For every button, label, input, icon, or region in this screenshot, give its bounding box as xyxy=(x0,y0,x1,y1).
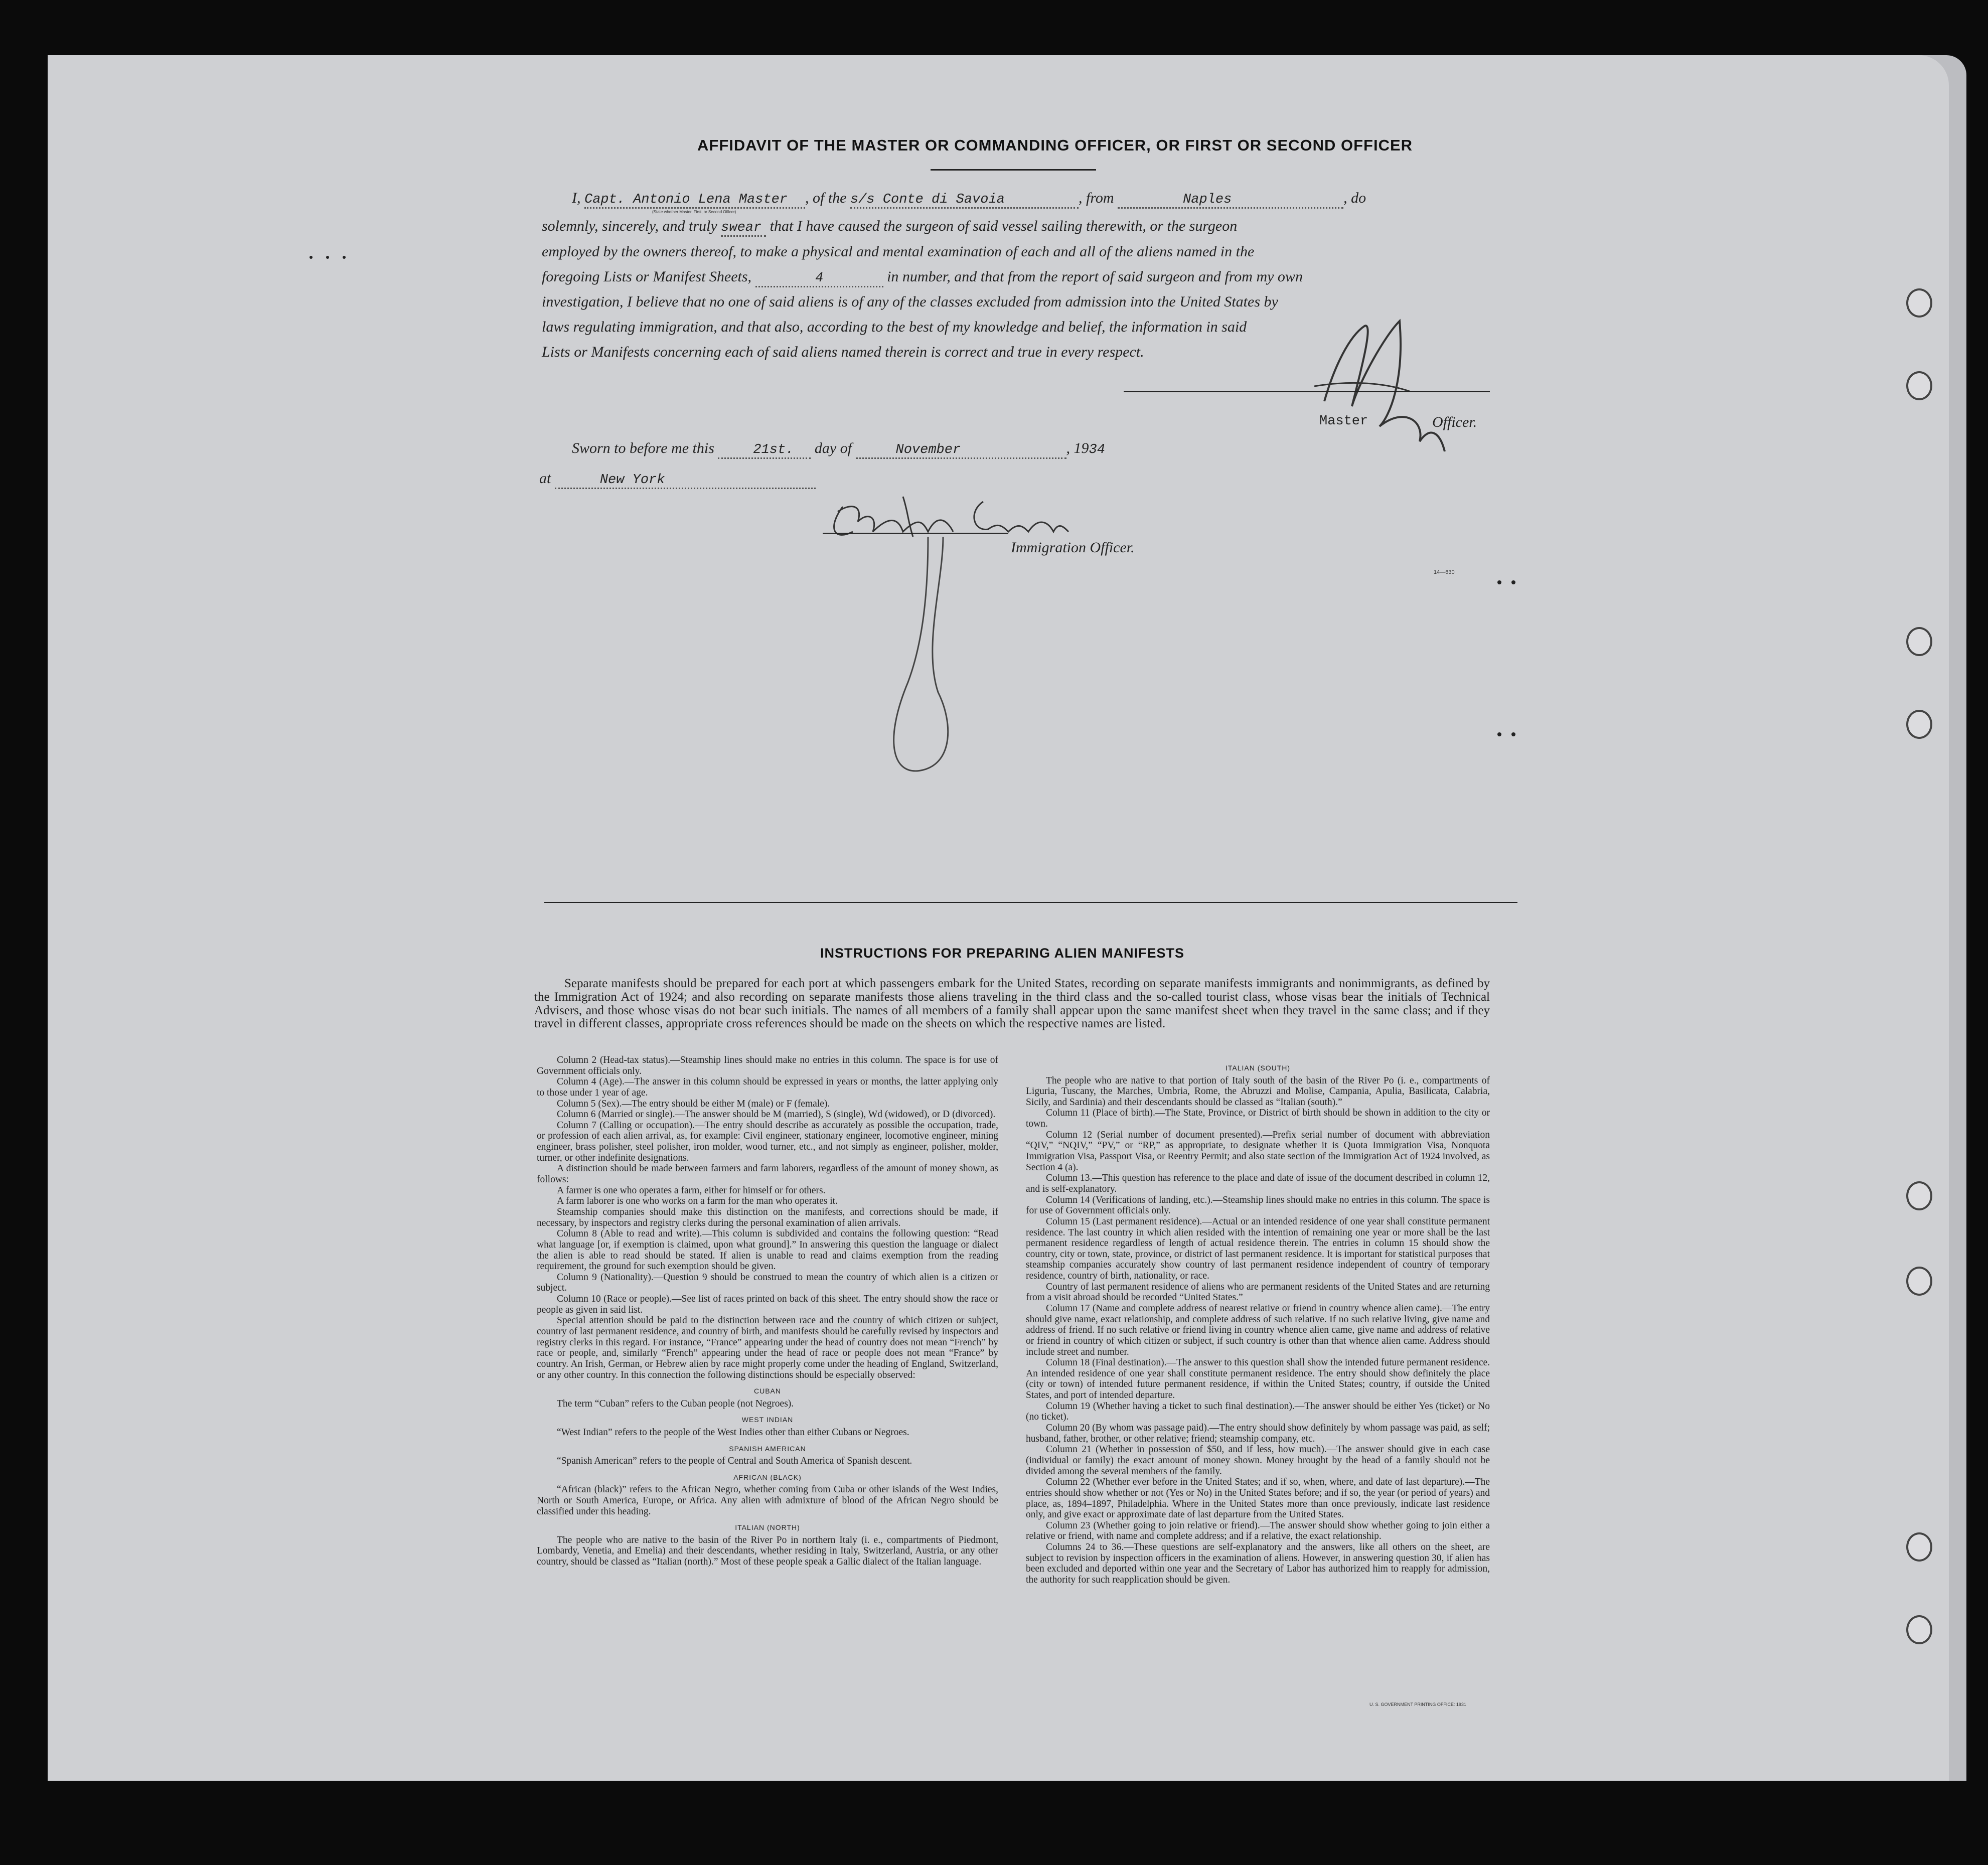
oath-field: swear xyxy=(721,220,766,237)
instruction-paragraph: Column 18 (Final destination).—The answer to this question shall show the intended future permanent residence. An intended residence of one year shall constitute permanent residence. The entry should show definitely the place (city or town) of intended future permanent residence, if within the United States; country, if outside the United States, and port of intended departure. xyxy=(1026,1357,1490,1401)
instruction-paragraph: Column 23 (Whether going to join relative or friend).—The answer should show whether going to join either a relative or friend, with name and complete address; and if a relative, the exact relationship. xyxy=(1026,1520,1490,1542)
instructions-title: INSTRUCTIONS FOR PREPARING ALIEN MANIFESTS xyxy=(820,946,1185,961)
section-heading: ITALIAN (NORTH) xyxy=(735,1523,800,1532)
instruction-paragraph: Column 21 (Whether in possession of $50, and if less, how much).—The answer should give in each case (individual or family) the exact amount of money shown. Money brought by the head of a family should not be divided among the several members of the family. xyxy=(1026,1444,1490,1477)
instruction-paragraph: The people who are native to the basin of the River Po in northern Italy (i. e., compartments of Piedmont, Lombardy, Venetia, and Emelia) and their descendants, whether residing in Italy, Switzerland, Austria, or any other country, should be classed as “Italian (north).” Most of these people speak a Gallic dialect of the Italian language. xyxy=(537,1534,998,1567)
manifest-page xyxy=(48,55,1949,1781)
instruction-paragraph: Country of last permanent residence of aliens who are permanent residents of the United States and are returning from a visit abroad should be recorded “United States.” xyxy=(1026,1281,1490,1303)
instruction-paragraph: “African (black)” refers to the African Negro, whether coming from Cuba or other islands of the West Indies, North or South America, Europe, or Africa. Any alien with admixture of blood of the African Negro should be classified under this heading. xyxy=(537,1484,998,1517)
scan-mark xyxy=(343,256,346,259)
affidavit-line-3: employed by the owners thereof, to make a physical and mental examination of each and all of the aliens named in the xyxy=(542,243,1255,260)
instruction-paragraph: Column 14 (Verifications of landing, etc.).—Steamship lines should make no entries in this column. The space is for use of Government officials only. xyxy=(1026,1194,1490,1216)
section-heading: SPANISH AMERICAN xyxy=(729,1444,806,1453)
instruction-paragraph: Column 5 (Sex).—The entry should be either M (male) or F (female). xyxy=(557,1098,830,1109)
port-field: Naples xyxy=(1118,192,1343,209)
binder-hole xyxy=(1906,371,1932,400)
instruction-paragraph: Column 9 (Nationality).—Question 9 should be construed to mean the country of which alien is a citizen or subject. xyxy=(537,1272,998,1294)
title-rule xyxy=(931,169,1096,171)
affidavit-line-5: investigation, I believe that no one of said aliens is of any of the classes excluded from admission into the United States by xyxy=(542,293,1278,310)
section-heading: CUBAN xyxy=(753,1387,781,1395)
instruction-paragraph: The term “Cuban” refers to the Cuban people (not Negroes). xyxy=(557,1398,794,1409)
section-heading: AFRICAN (BLACK) xyxy=(733,1473,802,1481)
immigration-officer-signature xyxy=(823,482,1084,783)
scan-mark xyxy=(1497,732,1501,736)
binder-hole xyxy=(1906,710,1932,739)
sworn-line: Sworn to before me this 21st. day of November , 1934 xyxy=(572,440,1105,459)
at-place-field: New York xyxy=(555,473,816,489)
binder-hole xyxy=(1906,1267,1932,1296)
section-rule xyxy=(544,902,1517,903)
instruction-paragraph: “Spanish American” refers to the people of Central and South America of Spanish descent. xyxy=(557,1456,912,1467)
instruction-paragraph: Column 17 (Name and complete address of nearest relative or friend in country whence alien came).—The entry should give name, exact relationship, and complete address of such relative. If no such relative living, give name and address of friend. If no such relative or friend living in country whence alien came, give name and address of relative or friend in country of which citizen or subject, if such country is other than that whence alien came. Address should include street and number. xyxy=(1026,1303,1490,1357)
instruction-paragraph: A distinction should be made between farmers and farm laborers, regardless of the amount of money shown, as follows: xyxy=(537,1163,998,1185)
sworn-month-field: November xyxy=(856,442,1066,459)
master-name-field: Capt. Antonio Lena Master xyxy=(584,192,805,209)
sworn-day-field: 21st. xyxy=(718,442,811,459)
scan-mark xyxy=(1511,580,1515,584)
affidavit-line-6: laws regulating immigration, and that also, according to the best of my knowledge and belief, the information in said xyxy=(542,319,1247,335)
sworn-year-field: 34 xyxy=(1089,442,1105,457)
officer-label: Officer. xyxy=(1432,414,1477,430)
instruction-paragraph: Column 7 (Calling or occupation).—The entry should describe as accurately as possible the occupation, trade, or profession of each alien arrival, as, for example: Civil engineer, stationary engineer, locomotive engineer, mining engineer, brass polisher, steel polisher, iron molder, wood turner, etc., and not simply as engineer, polisher, molder, turner, or other indefinite designations. xyxy=(537,1120,998,1163)
instruction-paragraph: Column 2 (Head-tax status).—Steamship lines should make no entries in this column. The space is for use of Government officials only. xyxy=(537,1055,998,1076)
instruction-paragraph: Column 15 (Last permanent residence).—Actual or an intended residence of one year shall constitute permanent residence. The last country in which alien resided with the intention of remaining one year or more shall be the last permanent residence regardless of length of actual residence therein. The entries in column 15 should show the country, city or town, state, province, or district of last permanent residence. It is important for statistical purposes that steamship companies accurately show country of last permanent residence independent of country of temporary residence, country of birth, nationality, or race. xyxy=(1026,1216,1490,1282)
section-heading: WEST INDIAN xyxy=(741,1416,794,1424)
instruction-paragraph: The people who are native to that portion of Italy south of the basin of the River Po (i. e., compartments of Liguria, Tuscany, the Marches, Umbria, Rome, the Abruzzi and Molise, Campania, Apulia, Basilicata, Calabria, Sicily, and Sardinia) and their descendants should be classed as “Italian (south).” xyxy=(1026,1075,1490,1108)
scan-mark xyxy=(326,256,329,259)
affidavit-line-1: I, Capt. Antonio Lena Master , of the s/s Conte di Savoia , from Naples , do xyxy=(572,190,1366,209)
binder-hole xyxy=(1906,627,1932,656)
form-number: 14—630 xyxy=(1434,569,1455,575)
binder-hole xyxy=(1906,1615,1932,1644)
instruction-paragraph: Column 19 (Whether having a ticket to such final destination).—The answer should be either Yes (ticket) or No (no ticket). xyxy=(1026,1401,1490,1423)
officer-note: (State whether Master, First, or Second Officer) xyxy=(652,210,736,214)
instruction-paragraph: “West Indian” refers to the people of the West Indies other than either Cubans or Negroes. xyxy=(557,1427,909,1438)
instruction-paragraph: A farmer is one who operates a farm, either for himself or for others. xyxy=(557,1185,826,1196)
instruction-paragraph: Column 10 (Race or people).—See list of races printed on back of this sheet. The entry should show the race or people as given in said list. xyxy=(537,1294,998,1315)
vessel-field: s/s Conte di Savoia xyxy=(850,192,1079,209)
scan-mark xyxy=(310,256,313,259)
printer-note: U. S. GOVERNMENT PRINTING OFFICE: 1931 xyxy=(1369,1702,1466,1707)
instructions-intro: Separate manifests should be prepared for each port at which passengers embark for the United States, recording on separate manifests immigrants and nonimmigrants, as defined by the Immigration Act of 1924; and also recording on separate manifests those aliens traveling in the third class and the so-called tourist class, whose visas bear the initials of Technical Advisers, and those whose visas do not bear such initials. The names of all members of a family shall appear upon the same manifest sheet when they travel in the same class; and if they travel in different classes, appropriate cross references should be made on the sheets on which the respective names are listed. xyxy=(534,977,1490,1031)
instruction-paragraph: A farm laborer is one who works on a farm for the man who operates it. xyxy=(557,1196,838,1207)
instruction-paragraph: Column 11 (Place of birth).—The State, Province, or District of birth should be shown in addition to the city or town. xyxy=(1026,1108,1490,1130)
instruction-paragraph: Columns 24 to 36.—These questions are self-explanatory and the answers, like all others on the sheet, are subject to revision by inspection officers in the examination of aliens. However, in answering question 30, if alien has been excluded and deported within one year and the Secretary of Labor has authorized him to reapply for admission, the authority for such reapplication should be given. xyxy=(1026,1542,1490,1585)
instruction-paragraph: Special attention should be paid to the distinction between race and the country of which citizen or subject, country of last permanent residence, and country of birth, and manifests should be carefully revised by inspectors and registry clerks in this regard. For instance, “France” appearing under the head of country does not mean “French” by race or people, and, similarly “French” appearing under the head of race or people does not mean “France” by country. An Irish, German, or Hebrew alien by race might properly come under the heading of England, Switzerland, or any other country. In this connection the following distinctions should be especially observed: xyxy=(537,1315,998,1380)
instruction-paragraph: Column 4 (Age).—The answer in this column should be expressed in years or months, the latter applying only to those under 1 year of age. xyxy=(537,1076,998,1098)
scan-mark xyxy=(1497,580,1501,584)
section-heading: ITALIAN (SOUTH) xyxy=(1225,1064,1291,1072)
signature-line xyxy=(1124,391,1490,392)
instruction-paragraph: Steamship companies should make this distinction on the manifests, and corrections should be made, if necessary, by inspectors and registry clerks during the personal examination of alien arrivals. xyxy=(537,1206,998,1228)
affidavit-line-4: foregoing Lists or Manifest Sheets, 4 in number, and that from the report of said surgeon and from my own xyxy=(542,268,1303,287)
at-line: at New York xyxy=(539,470,816,489)
scan-mark xyxy=(1511,732,1515,736)
master-signature xyxy=(1304,306,1470,456)
instructions-right-column xyxy=(1026,1057,1490,1586)
affidavit-line-2: solemnly, sincerely, and truly swear that I have caused the surgeon of said vessel sailing therewith, or the surgeon xyxy=(542,218,1237,237)
instruction-paragraph: Column 22 (Whether ever before in the United States; and if so, when, where, and date of last departure).—The entries should show whether or not (Yes or No) in the United States before; and if so, the year (or period of years) and place, as, 1894–1897, Philadelphia. Where in the United States more than once previously, indicate last residence only, and give exact or approximate date of last departure from the United States. xyxy=(1026,1477,1490,1520)
binder-hole xyxy=(1906,1532,1932,1562)
sheet-count-field: 4 xyxy=(755,271,883,287)
instruction-paragraph: Column 8 (Able to read and write).—This column is subdivided and contains the following question: “Read what language [or, if exemption is claimed, upon what ground].” In answering this question the language or dialect the alien is able to read should be stated. If alien is unable to read and claims exemption from the reading requirement, the ground for such exemption should be given. xyxy=(537,1228,998,1272)
binder-hole xyxy=(1906,1181,1932,1210)
master-title-typed: Master xyxy=(1319,414,1368,429)
affidavit-line-7: Lists or Manifests concerning each of said aliens named therein is correct and true in every respect. xyxy=(542,344,1144,360)
officer-signature-line xyxy=(823,533,1008,534)
instruction-paragraph: Column 6 (Married or single).—The answer should be M (married), S (single), Wd (widowed), or D (divorced). xyxy=(557,1109,996,1120)
affidavit-title: AFFIDAVIT OF THE MASTER OR COMMANDING OFFICER, OR FIRST OR SECOND OFFICER xyxy=(697,136,1413,154)
immigration-officer-label: Immigration Officer. xyxy=(1011,539,1135,556)
instruction-paragraph: Column 20 (By whom was passage paid).—The entry should show definitely by whom passage was paid, as self; husband, father, brother, or other relative; friend; steamship company, etc. xyxy=(1026,1423,1490,1444)
instruction-paragraph: Column 12 (Serial number of document presented).—Prefix serial number of document with abbreviation “QIV,” “NQIV,” “PV,” or “RP,” as appropriate, to designate whether it is Quota Immigration Visa, Nonquota Immigration Visa, Passport Visa, or Reentry Permit; and also state section of the Immigration Act of 1924 involved, as Section 4 (a). xyxy=(1026,1129,1490,1173)
binder-hole xyxy=(1906,288,1932,318)
instruction-paragraph: Column 13.—This question has reference to the place and date of issue of the document described in column 12, and is self-explanatory. xyxy=(1026,1173,1490,1194)
instructions-left-column xyxy=(537,1055,998,1568)
